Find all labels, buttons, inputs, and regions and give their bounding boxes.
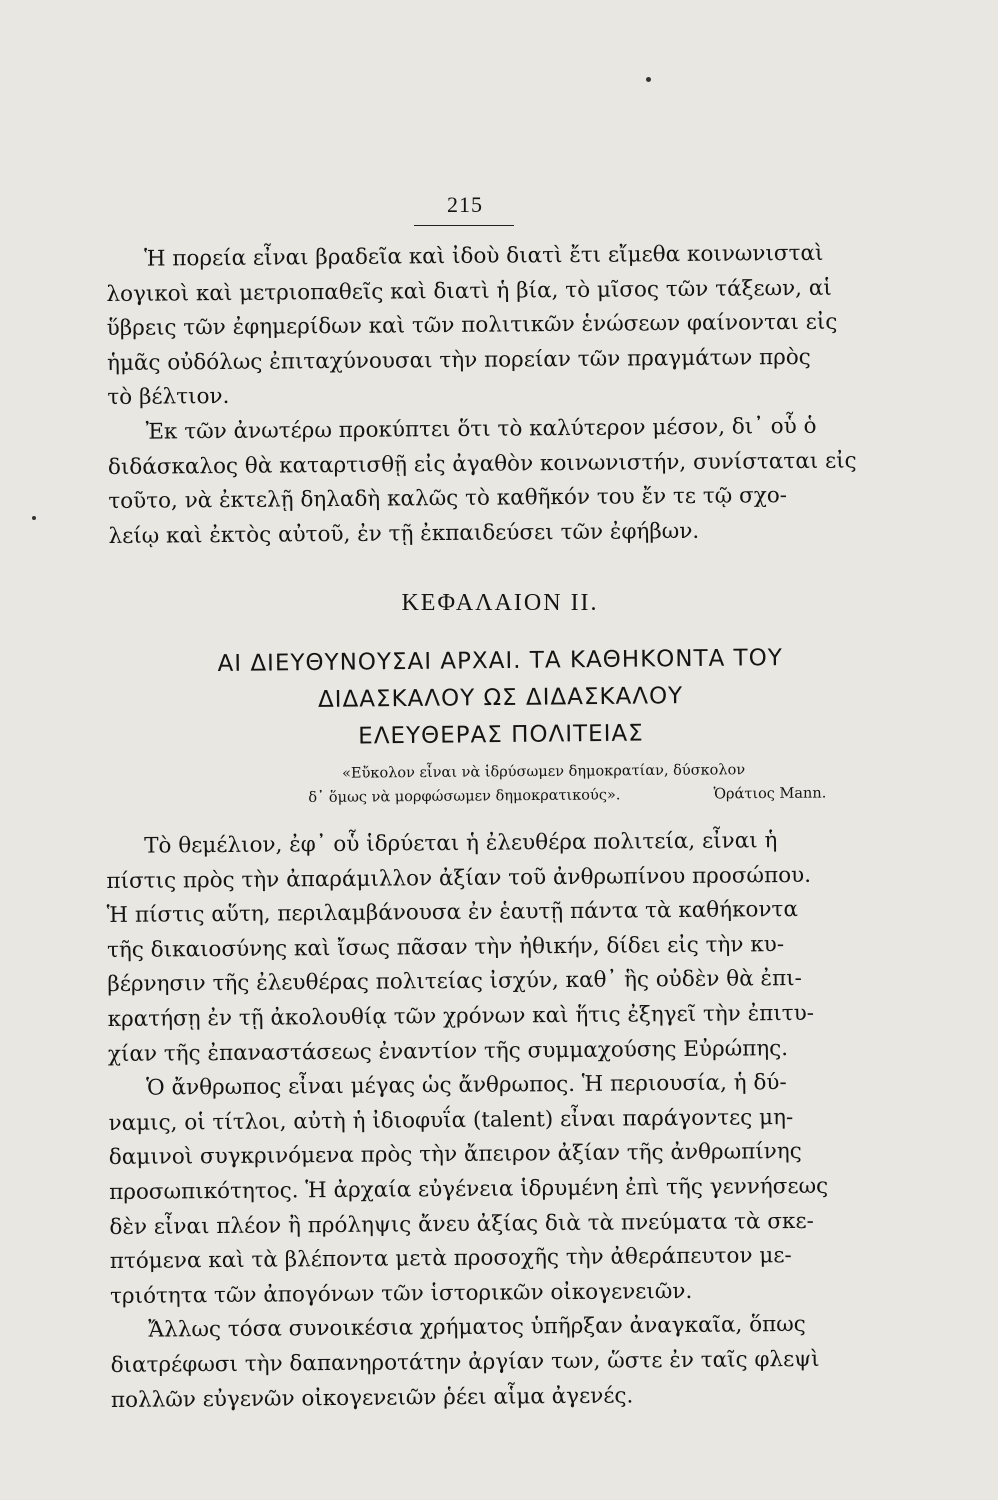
text-line: Ὁ ἄνθρωπος εἶναι μέγας ὡς ἄνθρωπος. Ἡ περιουσία, ἡ δύ- [146,1070,787,1101]
text-line: κρατήσῃ ἐν τῇ ἀκολουθίᾳ τῶν χρόνων καὶ ἥτις ἐξηγεῖ τὴν ἐπιτυ- [107,1000,815,1032]
text-line: χίαν τῆς ἐπαναστάσεως ἐναντίον τῆς συμμαχούσης Εὐρώπης. [107,1035,789,1067]
page-number-rule [414,225,514,226]
chapter-title [140,639,861,758]
text-line: τὸ βέλτιον. [107,384,230,411]
epigraph [308,757,838,810]
epigraph-author: Ὁράτιος Mann. [713,785,827,803]
text-line: βέρνησιν τῆς ἐλευθέρας πολιτείας ἰσχύν, καθ᾽ ἣς οὐδὲν θὰ ἐπι- [107,966,802,998]
chapter-title-line: ΑΙ ΔΙΕΥΘΥΝΟΥΣΑΙ ΑΡΧΑΙ. ΤΑ ΚΑΘΗΚΟΝΤΑ ΤΟΥ [217,645,783,677]
text-line: προσωπικότητος. Ἡ ἀρχαία εὐγένεια ἱδρυμένη ἐπὶ τῆς γεννήσεως [109,1173,829,1205]
text-line: διατρέφωσι τὴν δαπανηροτάτην ἀργίαν των, ὥστε ἐν ταῖς φλεψὶ [110,1346,820,1378]
text-line: Τὸ θεμέλιον, ἐφ᾽ οὗ ἱδρύεται ἡ ἐλευθέρα πολιτεία, εἶναι ἡ [144,828,778,859]
body-text [106,824,835,1418]
text-line: πτόμενα καὶ τὰ βλέποντα μετὰ προσοχῆς τὴν ἀθεράπευτον με- [109,1243,792,1275]
chapter-label: ΚΕΦΑΛΑΙΟΝ II. [401,590,599,616]
text-line: πολλῶν εὐγενῶν οἰκογενειῶν ῥέει αἷμα ἀγενές. [110,1382,634,1413]
text-line: διδάσκαλος θὰ καταρτισθῇ εἰς ἀγαθὸν κοινωνιστήν, συνίσταται εἰς [107,448,857,480]
text-line: λείῳ καὶ ἐκτὸς αὐτοῦ, ἐν τῇ ἐκπαιδεύσει τῶν ἐφήβων. [108,518,700,549]
text-line: τοῦτο, νὰ ἐκτελῇ δηλαδὴ καλῶς τὸ καθῆκόν του ἔν τε τῷ σχο- [108,483,788,515]
ink-speck [646,77,651,82]
text-line: δαμινοὶ συγκρινόμενα πρὸς τὴν ἄπειρον ἀξίαν τῆς ἀνθρωπίνης [108,1139,802,1171]
chapter-title-line: ΕΛΕΥΘΕΡΑΣ ΠΟΛΙΤΕΙΑΣ [358,720,644,750]
text-line: Ἡ πορεία εἶναι βραδεῖα καὶ ἰδοὺ διατὶ ἔτι εἴμεθα κοινωνισταὶ [144,240,824,272]
text-line: Ἐκ τῶν ἀνωτέρω προκύπτει ὅτι τὸ καλύτερον μέσον, δι᾽ οὗ ὁ [145,413,817,445]
chapter-title-line: ΔΙΔΑΣΚΑΛΟΥ ΩΣ ΔΙΔΑΣΚΑΛΟΥ [317,683,684,713]
text-line: τριότητα τῶν ἀπογόνων τῶν ἱστορικῶν οἰκογενειῶν. [109,1278,693,1309]
text-line: ὕβρεις τῶν ἐφημερίδων καὶ τῶν πολιτικῶν ἑνώσεων φαίνονται εἰς [106,309,838,342]
text-line: ἡμᾶς οὐδόλως ἐπιταχύνουσαι τὴν πορείαν τῶν πραγμάτων πρὸς [106,344,811,376]
epigraph-line: «Εὔκολον εἶναι νὰ ἱδρύσωμεν δημοκρατίαν, δύσκολον [342,762,746,782]
text-line: τῆς δικαιοσύνης καὶ ἴσως πᾶσαν τὴν ἠθικήν, δίδει εἰς τὴν κυ- [106,931,785,963]
intro-text [106,237,857,555]
ink-speck [32,516,36,520]
epigraph-line: δ᾽ ὅμως νὰ μορφώσωμεν δημοκρατικούς». [308,787,621,806]
text-line: Ἡ πίστις αὕτη, περιλαμβάνουσα ἐν ἑαυτῇ πάντα τὰ καθήκοντα [106,897,799,929]
text-line: δὲν εἶναι πλέον ἢ πρόληψις ἄνευ ἀξίας διὰ τὰ πνεύματα τὰ σκε- [109,1208,814,1240]
page-number: 215 [447,192,483,217]
text-line: πίστις πρὸς τὴν ἀπαράμιλλον ἀξίαν τοῦ ἀνθρωπίνου προσώπου. [106,862,812,894]
text-line: Ἄλλως τόσα συνοικέσια χρήματος ὑπῆρξαν ἀναγκαῖα, ὅπως [148,1312,806,1343]
text-line: ναμις, οἱ τίτλοι, αὐτὴ ἡ ἰδιοφυΐα (talent) εἶναι παράγοντες μη- [108,1104,794,1136]
text-line: λογικοὶ καὶ μετριοπαθεῖς καὶ διατὶ ἡ βία, τὸ μῖσος τῶν τάξεων, αἱ [106,275,832,307]
